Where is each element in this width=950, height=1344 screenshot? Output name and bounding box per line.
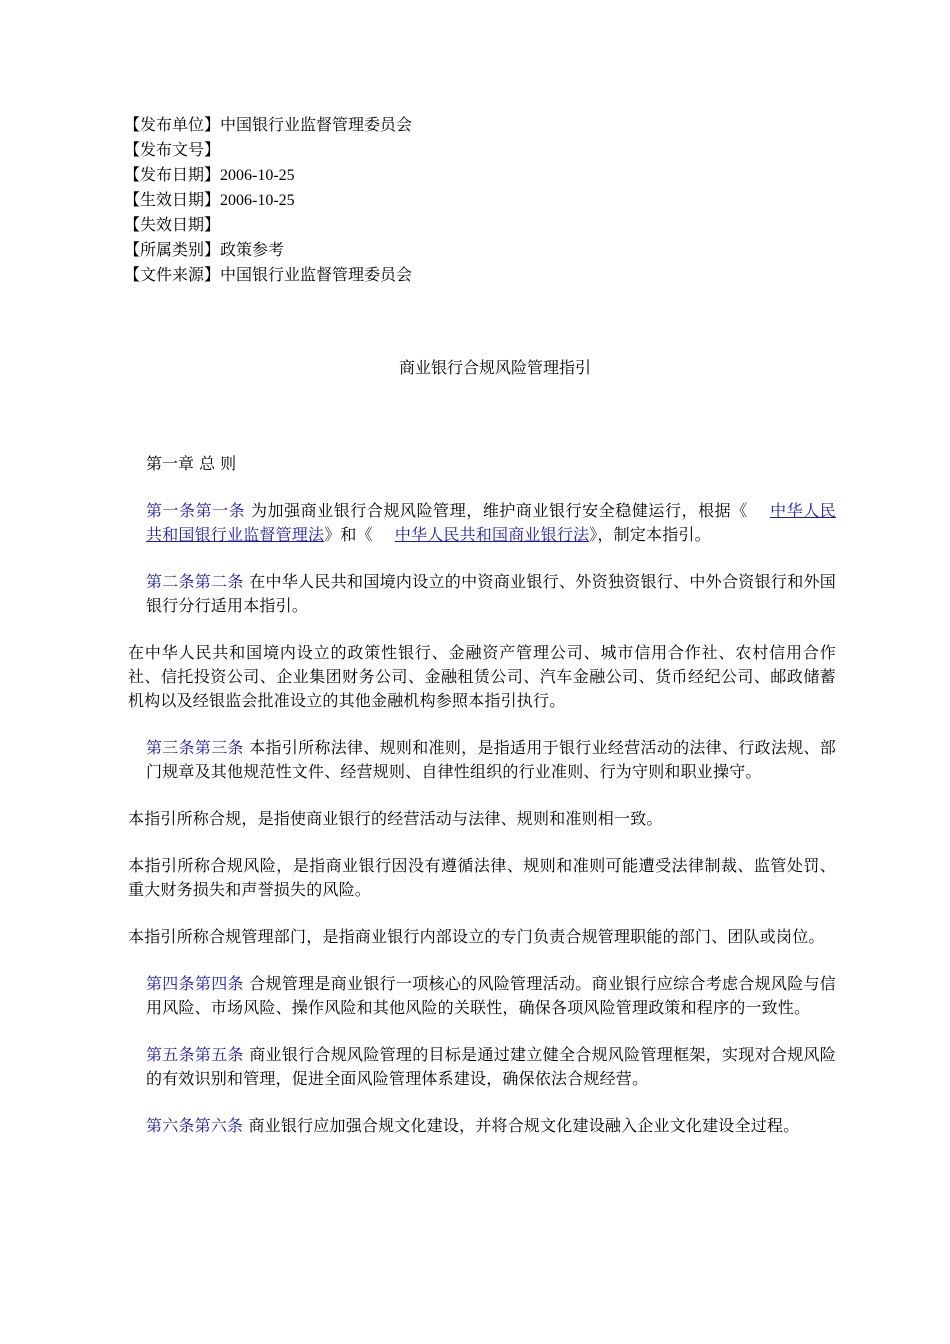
meta-source [124,262,836,287]
document-title: 商业银行合规风险管理指引 [398,358,591,377]
article-3-paragraph-4: 本指引所称合规管理部门，是指商业银行内部设立的专门负责合规管理职能的部门、团队或岗位。 [128,927,825,946]
meta-label: 【生效日期】 [124,190,221,209]
article-text: 商业银行应加强合规文化建设，并将合规文化建设融入企业文化建设全过程。 [243,1116,800,1135]
article-number: 第六条第六条 [146,1116,244,1135]
document-page [124,112,836,1138]
article-4 [124,972,836,1020]
meta-value: 中国银行业监督管理委员会 [220,265,413,284]
meta-value: 政策参考 [220,240,285,259]
article-5 [124,1043,836,1091]
article-3-paragraph-2: 本指引所称合规，是指使商业银行的经营活动与法律、规则和准则相一致。 [128,809,663,828]
article-text: 》和《 [324,525,373,544]
article-number: 第一条第一条 [146,501,246,520]
article-text: 在中华人民共和国境内设立的中资商业银行、外资独资银行、中外合资银行和外国银行分行适用本指引。 [146,572,836,615]
meta-effective-date [124,187,836,212]
article-text: 商业银行合规风险管理的目标是通过建立健全合规风险管理框架，实现对合规风险的有效识别和管理，促进全面风险管理体系建设，确保依法合规经营。 [146,1045,836,1088]
meta-value: 中国银行业监督管理委员会 [220,115,413,134]
article-number: 第四条第四条 [146,974,244,993]
meta-value: 2006-10-25 [220,167,295,184]
meta-label: 【发布单位】 [124,115,221,134]
article-6 [124,1114,836,1138]
chapter-heading: 第一章 总 则 [146,454,237,473]
law-link-banking-supervision[interactable]: 中华人民共和国银行业监督管理法 [146,501,836,544]
meta-label: 【失效日期】 [124,215,221,234]
article-number: 第五条第五条 [146,1045,244,1064]
law-link-commercial-bank[interactable]: 中华人民共和国商业银行法 [394,525,590,544]
article-3 [124,736,836,784]
meta-expiry-date [124,212,836,237]
article-2-paragraph-2: 在中华人民共和国境内设立的政策性银行、金融资产管理公司、城市信用合作社、农村信用合作社、信托投资公司、企业集团财务公司、金融租赁公司、汽车金融公司、货币经纪公司、邮政储蓄机构以及经银监会批准设立的其他金融机构参照本指引执行。 [128,643,836,710]
meta-value: 2006-10-25 [220,192,295,209]
meta-block [124,112,836,287]
meta-label: 【所属类别】 [124,240,221,259]
meta-issuer [124,112,836,137]
article-number: 第二条第二条 [146,572,244,591]
article-text: 本指引所称法律、规则和准则，是指适用于银行业经营活动的法律、行政法规、部门规章及其他规范性文件、经营规则、自律性组织的行业准则、行为守则和职业操守。 [146,738,836,781]
meta-label: 【文件来源】 [124,265,221,284]
article-1 [124,499,836,547]
article-text: 为加强商业银行合规风险管理，维护商业银行安全稳健运行，根据《 [245,501,748,520]
article-3-paragraph-3: 本指引所称合规风险，是指商业银行因没有遵循法律、规则和准则可能遭受法律制裁、监管处罚、重大财务损失和声誉损失的风险。 [128,856,836,899]
article-number: 第三条第三条 [146,738,244,757]
article-text: 合规管理是商业银行一项核心的风险管理活动。商业银行应综合考虑合规风险与信用风险、市场风险、操作风险和其他风险的关联性，确保各项风险管理政策和程序的一致性。 [146,974,836,1017]
meta-category [124,237,836,262]
meta-label: 【发布文号】 [124,140,221,159]
meta-doc-number [124,137,836,162]
meta-label: 【发布日期】 [124,165,221,184]
meta-publish-date [124,162,836,187]
article-text: 》，制定本指引。 [589,525,711,544]
article-2 [124,570,836,618]
